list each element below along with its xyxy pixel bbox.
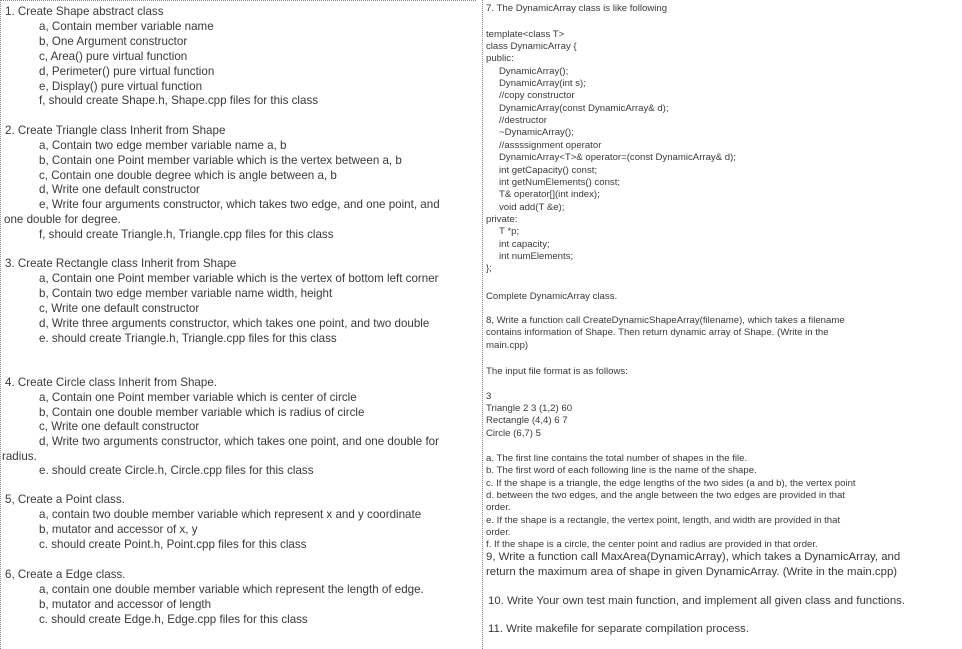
right-column bbox=[482, 0, 962, 649]
code-line: int getCapacity() const; bbox=[499, 165, 598, 176]
section-3-item: c, Write one default constructor bbox=[39, 302, 200, 315]
code-line: DynamicArray(const DynamicArray& d); bbox=[499, 103, 669, 114]
code-line: int numElements; bbox=[499, 251, 574, 262]
code-line: class DynamicArray { bbox=[486, 41, 577, 52]
q8-text: main.cpp) bbox=[486, 340, 529, 351]
format-note: e. If the shape is a rectangle, the vertex point, length, and width are provided in that bbox=[486, 515, 841, 526]
code-comment: //destructor bbox=[499, 115, 547, 126]
input-sample-line: Circle (6,7) 5 bbox=[486, 428, 541, 439]
format-note: f. If the shape is a circle, the center point and radius are provided in that order. bbox=[486, 539, 818, 550]
code-line: }; bbox=[486, 263, 492, 274]
section-6-item: c. should create Edge.h, Edge.cpp files for this class bbox=[39, 613, 308, 626]
section-3-item: a, Contain one Point member variable which is the vertex of bottom left corner bbox=[39, 272, 439, 285]
section-2-item: f, should create Triangle.h, Triangle.cpp files for this class bbox=[39, 228, 334, 241]
q8-text: 8, Write a function call CreateDynamicShapeArray(filename), which takes a filename bbox=[486, 315, 845, 326]
section-3-item: b, Contain two edge member variable name width, height bbox=[39, 287, 333, 300]
code-line: int capacity; bbox=[499, 239, 550, 250]
code-line: public: bbox=[486, 53, 514, 64]
q7-instruction: Complete DynamicArray class. bbox=[486, 291, 618, 302]
format-note: a. The first line contains the total number of shapes in the file. bbox=[486, 453, 748, 464]
section-5-item: c. should create Point.h, Point.cpp files for this class bbox=[39, 538, 307, 551]
section-1-item: e, Display() pure virtual function bbox=[39, 80, 203, 93]
q11-text: 11. Write makefile for separate compilation process. bbox=[488, 623, 750, 635]
q9-text: return the maximum area of shape in given DynamicArray. (Write in the main.cpp) bbox=[486, 566, 898, 578]
section-1-item: a, Contain member variable name bbox=[39, 20, 214, 33]
section-6-title: 6, Create a Edge class. bbox=[5, 568, 126, 581]
section-4-item: c, Write one default constructor bbox=[39, 420, 200, 433]
section-3-title: 3. Create Rectangle class Inherit from Shape bbox=[5, 257, 237, 270]
code-comment: //copy constructor bbox=[499, 90, 575, 101]
code-line: private: bbox=[486, 214, 518, 225]
format-note: order. bbox=[486, 527, 511, 538]
section-1-title: 1. Create Shape abstract class bbox=[5, 5, 164, 18]
section-2-item: e, Write four arguments constructor, which takes two edge, and one point, and bbox=[39, 198, 440, 211]
section-3-item: e. should create Triangle.h, Triangle.cpp files for this class bbox=[39, 332, 337, 345]
format-note: b. The first word of each following line is the name of the shape. bbox=[486, 465, 757, 476]
section-4-title: 4. Create Circle class Inherit from Shape. bbox=[5, 376, 217, 389]
code-line: template<class T> bbox=[486, 29, 565, 40]
section-1-item: b, One Argument constructor bbox=[39, 35, 188, 48]
section-2-item: a, Contain two edge member variable name a, b bbox=[39, 139, 287, 152]
section-5-item: a, contain two double member variable which represent x and y coordinate bbox=[39, 508, 422, 521]
section-1-item: f, should create Shape.h, Shape.cpp files for this class bbox=[39, 94, 319, 107]
section-4-item: d, Write two arguments constructor, which takes one point, and one double for bbox=[39, 435, 439, 448]
section-2-title: 2. Create Triangle class Inherit from Shape bbox=[5, 124, 226, 137]
section-5-item: b, mutator and accessor of x, y bbox=[39, 523, 198, 536]
code-line: ~DynamicArray(); bbox=[499, 127, 574, 138]
section-4-item: e. should create Circle.h, Circle.cpp files for this class bbox=[39, 464, 314, 477]
code-line: DynamicArray<T>& operator=(const DynamicArray& d); bbox=[499, 152, 736, 163]
code-comment: //assssignment operator bbox=[499, 140, 602, 151]
input-sample-line: 3 bbox=[486, 391, 492, 402]
q9-text: 9, Write a function call MaxArea(DynamicArray), which takes a DynamicArray, and bbox=[486, 551, 901, 563]
left-column bbox=[0, 0, 476, 649]
code-line: DynamicArray(int s); bbox=[499, 78, 586, 89]
section-3-item: d, Write three arguments constructor, which takes one point, and two double bbox=[39, 317, 430, 330]
q10-text: 10. Write Your own test main function, and implement all given class and functions. bbox=[488, 595, 906, 607]
section-1-item: d, Perimeter() pure virtual function bbox=[39, 65, 215, 78]
section-6-item: a, contain one double member variable which represent the length of edge. bbox=[39, 583, 424, 596]
section-2-item: c, Contain one double degree which is angle between a, b bbox=[39, 169, 337, 182]
format-note: d. between the two edges, and the angle between the two edges are provided in that bbox=[486, 490, 845, 501]
section-4-item-wrap: radius. bbox=[2, 450, 37, 463]
input-sample-line: Triangle 2 3 (1,2) 60 bbox=[486, 403, 573, 414]
section-4-item: a, Contain one Point member variable which is center of circle bbox=[39, 391, 357, 404]
input-format-heading: The input file format is as follows: bbox=[486, 366, 628, 377]
q7-heading: 7. The DynamicArray class is like following bbox=[486, 3, 668, 14]
code-line: void add(T &e); bbox=[499, 202, 565, 213]
code-line: T *p; bbox=[499, 226, 520, 237]
format-note: order. bbox=[486, 502, 511, 513]
section-2-item: d, Write one default constructor bbox=[39, 183, 200, 196]
section-4-item: b, Contain one double member variable which is radius of circle bbox=[39, 406, 365, 419]
section-1-item: c, Area() pure virtual function bbox=[39, 50, 188, 63]
code-line: T& operator[](int index); bbox=[499, 189, 600, 200]
section-5-title: 5, Create a Point class. bbox=[5, 493, 125, 506]
section-2-item-wrap: one double for degree. bbox=[4, 213, 121, 226]
format-note: c. If the shape is a triangle, the edge lengths of the two sides (a and b), the vertex point bbox=[486, 478, 856, 489]
input-sample-line: Rectangle (4,4) 6 7 bbox=[486, 415, 568, 426]
q8-text: contains information of Shape. Then return dynamic array of Shape. (Write in the bbox=[486, 327, 829, 338]
section-2-item: b, Contain one Point member variable which is the vertex between a, b bbox=[39, 154, 402, 167]
code-line: DynamicArray(); bbox=[499, 66, 569, 77]
code-line: int getNumElements() const; bbox=[499, 177, 621, 188]
section-6-item: b, mutator and accessor of length bbox=[39, 598, 212, 611]
